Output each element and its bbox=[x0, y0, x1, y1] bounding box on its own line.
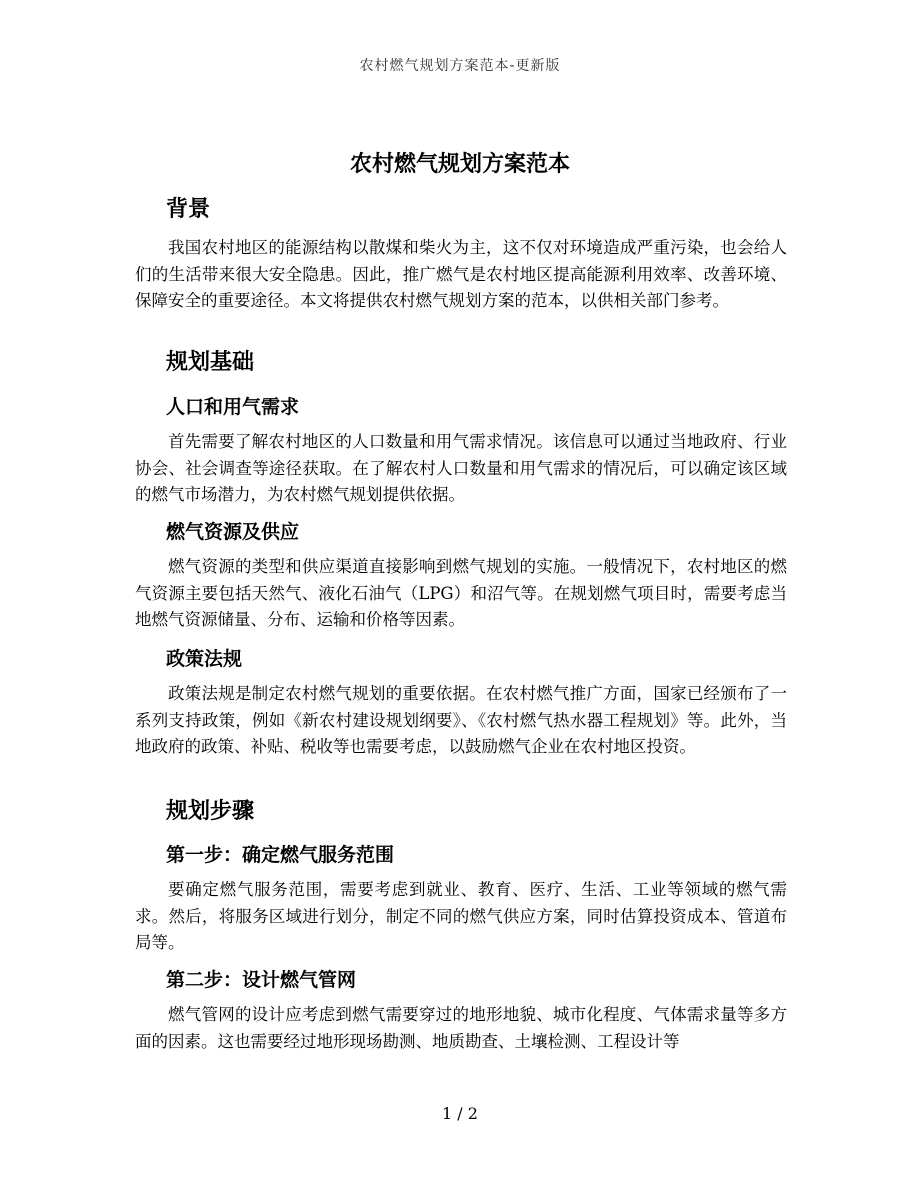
paragraph-supply: 燃气资源的类型和供应渠道直接影响到燃气规划的实施。一般情况下，农村地区的燃气资源主要包括天然气、液化石油气（LPG）和沼气等。在规划燃气项目时，需要考虑当地燃气资源储量、分布、运输和价格等因素。 bbox=[135, 557, 787, 629]
document-title: 农村燃气规划方案范本 bbox=[349, 152, 570, 177]
section-heading-steps: 规划步骤 bbox=[166, 799, 255, 824]
subsection-heading-step1: 第一步：确定燃气服务范围 bbox=[166, 844, 395, 866]
paragraph-background: 我国农村地区的能源结构以散煤和柴火为主，这不仅对环境造成严重污染，也会给人们的生活带来很大安全隐患。因此，推广燃气是农村地区提高能源利用效率、改善环境、保障安全的重要途径。本文将提供农村燃气规划方案的范本，以供相关部门参考。 bbox=[135, 238, 787, 310]
paragraph-policy: 政策法规是制定农村燃气规划的重要依据。在农村燃气推广方面，国家已经颁布了一系列支持政策，例如《新农村建设规划纲要》、《农村燃气热水器工程规划》等。此外，当地政府的政策、补贴、税收等也需要考虑，以鼓励燃气企业在农村地区投资。 bbox=[135, 684, 787, 756]
subsection-heading-population: 人口和用气需求 bbox=[166, 396, 300, 418]
section-heading-basis: 规划基础 bbox=[166, 350, 255, 375]
section-heading-background: 背景 bbox=[166, 197, 211, 222]
running-header: 农村燃气规划方案范本-更新版 bbox=[359, 58, 561, 74]
paragraph-step1: 要确定燃气服务范围，需要考虑到就业、教育、医疗、生活、工业等领域的燃气需求。然后，将服务区域进行划分，制定不同的燃气供应方案，同时估算投资成本、管道布局等。 bbox=[135, 880, 787, 952]
paragraph-population: 首先需要了解农村地区的人口数量和用气需求情况。该信息可以通过当地政府、行业协会、社会调查等途径获取。在了解农村人口数量和用气需求的情况后，可以确定该区域的燃气市场潜力，为农村燃气规划提供依据。 bbox=[135, 432, 787, 504]
page-number: 1 / 2 bbox=[442, 1104, 478, 1123]
paragraph-step2: 燃气管网的设计应考虑到燃气需要穿过的地形地貌、城市化程度、气体需求量等多方面的因素。这也需要经过地形现场勘测、地质勘查、土壤检测、工程设计等 bbox=[135, 1005, 787, 1051]
subsection-heading-step2: 第二步：设计燃气管网 bbox=[166, 969, 357, 991]
subsection-heading-policy: 政策法规 bbox=[166, 648, 243, 670]
subsection-heading-supply: 燃气资源及供应 bbox=[166, 521, 300, 543]
